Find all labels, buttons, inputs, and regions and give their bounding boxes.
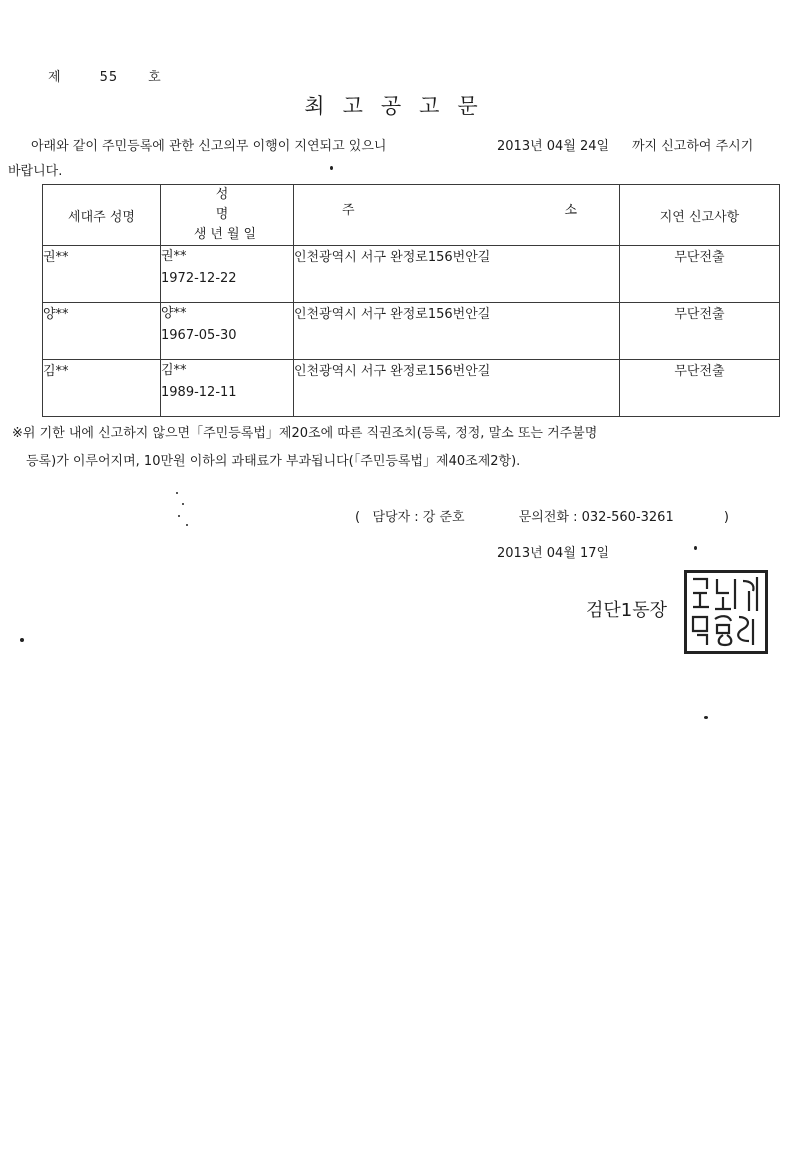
contact-close-paren: ) — [723, 510, 729, 525]
row-name: 김** — [161, 363, 187, 378]
row-birth: 1967-05-30 — [161, 328, 237, 343]
contact-phone: 문의전화 : 032-560-3261 — [518, 510, 674, 525]
contact-person: 담당자 : 강 준호 — [372, 510, 465, 525]
row-reason: 무단전출 — [620, 360, 780, 417]
deadline-date: 2013년 04월 24일 — [497, 139, 610, 154]
scan-speck — [20, 638, 24, 642]
intro-line-1: 아래와 같이 주민등록에 관한 신고의무 이행이 지연되고 있으니 — [31, 139, 387, 154]
row-name: 양** — [161, 306, 187, 321]
row-name-birth — [161, 303, 294, 360]
row-name-birth — [161, 246, 294, 303]
number-value: 55 — [99, 70, 119, 85]
warning-line-1: ※위 기한 내에 신고하지 않으면「주민등록법」제20조에 따른 직권조치(등록, 정정, 말소 또는 거주불명 — [12, 426, 598, 441]
warning-line-2: 등록)가 이루어지며, 10만원 이하의 과태료가 부과됩니다(「주민등록법」제40조제2항). — [26, 454, 521, 469]
scan-speck — [182, 503, 184, 505]
header-birth: 생년월일 — [193, 227, 261, 242]
issue-date: 2013년 04월 17일 — [497, 546, 610, 561]
row-birth: 1972-12-22 — [161, 271, 237, 286]
number-suffix: 호 — [148, 70, 162, 85]
row-householder: 김** — [43, 360, 161, 417]
notice-number — [48, 66, 162, 85]
scan-speck — [704, 716, 708, 719]
delinquent-table — [42, 184, 780, 417]
header-name-birth — [161, 185, 294, 246]
table-row — [43, 303, 780, 360]
seal-glyphs-icon — [687, 573, 765, 651]
row-reason: 무단전출 — [620, 303, 780, 360]
document-title: 최고공고문 — [304, 94, 496, 118]
intro-line-2: 바랍니다. — [8, 164, 63, 179]
header-address-b: 소 — [564, 203, 577, 218]
scan-speck — [186, 524, 188, 526]
row-birth: 1989-12-11 — [161, 385, 237, 400]
scan-speck — [330, 166, 333, 170]
contact-open-paren: ( — [355, 510, 361, 525]
row-householder: 권** — [43, 246, 161, 303]
row-address: 인천광역시 서구 완정로156번안길 — [294, 360, 620, 417]
table-row — [43, 246, 780, 303]
row-name-birth — [161, 360, 294, 417]
header-address — [294, 185, 620, 246]
header-address-a: 주 — [342, 203, 355, 218]
header-householder: 세대주 성명 — [43, 185, 161, 246]
row-name: 권** — [161, 249, 187, 264]
row-householder: 양** — [43, 303, 161, 360]
header-reason: 지연 신고사항 — [620, 185, 780, 246]
contact-info — [355, 506, 729, 525]
intro-line-1-end: 까지 신고하여 주시기 — [632, 139, 754, 154]
number-prefix: 제 — [48, 70, 62, 85]
table-header-row — [43, 185, 780, 246]
scan-speck — [178, 515, 180, 517]
header-name: 성 명 — [215, 187, 259, 222]
scan-speck — [694, 546, 697, 550]
official-seal — [684, 570, 768, 654]
row-address: 인천광역시 서구 완정로156번안길 — [294, 303, 620, 360]
issuer-name: 검단1동장 — [586, 600, 668, 621]
row-reason: 무단전출 — [620, 246, 780, 303]
row-address: 인천광역시 서구 완정로156번안길 — [294, 246, 620, 303]
scan-speck — [176, 492, 178, 494]
table-row — [43, 360, 780, 417]
